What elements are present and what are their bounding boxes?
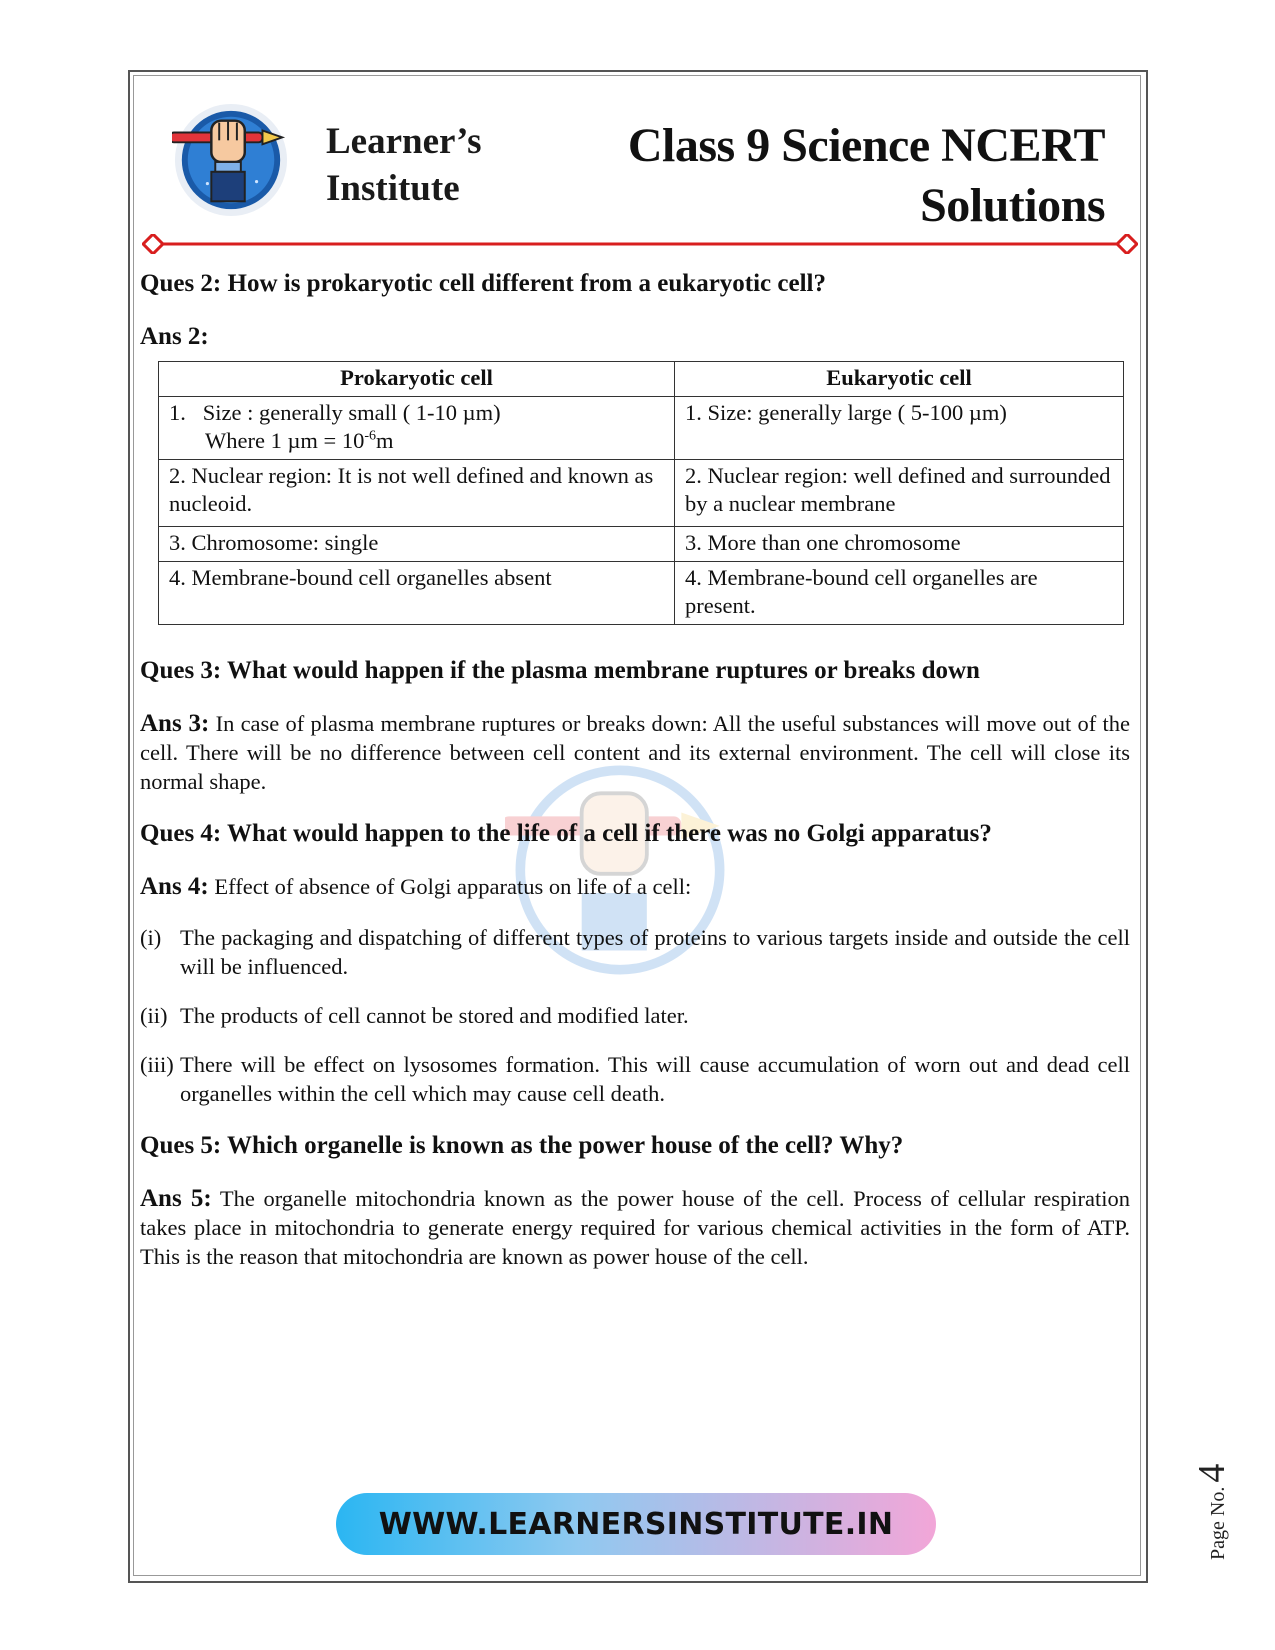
question-4: Ques 4: What would happen to the life of a cell if there was no Golgi apparatus? [140, 820, 992, 847]
answer-5 [140, 1184, 1130, 1271]
question-3: Ques 3: What would happen if the plasma membrane ruptures or breaks down [140, 657, 980, 684]
question-2: Ques 2: How is prokaryotic cell different from a eukaryotic cell? [140, 270, 826, 297]
main-content [140, 268, 1130, 1293]
table-cell: 1. Size: generally large ( 5-100 µm) [675, 397, 1124, 460]
answer-5-label: Ans 5: [140, 1185, 212, 1212]
page-number-value: 4 [1191, 1463, 1233, 1483]
list-item [140, 1050, 1130, 1108]
website-link[interactable] [336, 1493, 936, 1555]
table-cell: 2. Nuclear region: It is not well defined and known as nucleoid. [159, 460, 675, 527]
answer-5-text: The organelle mitochondria known as the power house of the cell. Process of cellular respiration takes place in mitochondria to generate energy required for various chemical activities in the form of ATP. This is the reason that mitochondria are known as power house of the cell. [140, 1186, 1130, 1269]
page-number [1190, 1464, 1234, 1560]
list-item-number: (ii) [140, 1003, 168, 1028]
table-cell: 4. Membrane-bound cell organelles absent [159, 562, 675, 625]
question-5: Ques 5: Which organelle is known as the power house of the cell? Why? [140, 1132, 904, 1159]
answer-2 [140, 322, 1130, 351]
list-item-number: (i) [140, 925, 162, 950]
table-row [159, 562, 1124, 625]
page-number-label: Page No. [1207, 1486, 1229, 1560]
unit-conversion-exponent: -6 [364, 428, 377, 444]
unit-conversion-suffix: m [376, 428, 394, 453]
table-cell: 3. Chromosome: single [159, 527, 675, 562]
answer-3-label: Ans 3: [140, 710, 210, 737]
unit-conversion-prefix: Where 1 µm = 10 [205, 428, 365, 453]
answer-3 [140, 709, 1130, 796]
table-cell: 3. More than one chromosome [675, 527, 1124, 562]
answer-4-label: Ans 4: [140, 873, 209, 900]
website-url: WWW.LEARNERSINSTITUTE.IN [378, 1506, 894, 1542]
list-item-number: (iii) [140, 1052, 174, 1077]
table-header-eukaryotic: Eukaryotic cell [675, 362, 1124, 397]
list-item-text: The packaging and dispatching of different types of proteins to various targets inside and outside the cell will be influenced. [180, 925, 1130, 979]
brand-line-1: Learner’s [326, 121, 482, 162]
list-item-text: There will be effect on lysosomes formation. This will cause accumulation of worn out and dead cell organelles within the cell which may cause cell death. [180, 1052, 1130, 1106]
table-cell: 4. Membrane-bound cell organelles are present. [675, 562, 1124, 625]
answer-2-label: Ans 2: [140, 323, 209, 350]
answer-3-text: In case of plasma membrane ruptures or breaks down: All the useful substances will move out of the cell. There will be no difference between cell content and its external environment. The cell will close its normal shape. [140, 711, 1130, 794]
list-item [140, 1001, 1130, 1030]
table-cell [159, 397, 675, 460]
list-item [140, 923, 1130, 981]
table-header-prokaryotic: Prokaryotic cell [159, 362, 675, 397]
list-item-text: The products of cell cannot be stored and modified later. [180, 1003, 689, 1028]
table-cell: 2. Nuclear region: well defined and surrounded by a nuclear membrane [675, 460, 1124, 527]
unit-conversion [169, 427, 664, 455]
answer-4-text: Effect of absence of Golgi apparatus on life of a cell: [208, 874, 692, 899]
brand-name [326, 118, 481, 212]
header-divider [142, 234, 1138, 254]
answer-4 [140, 872, 1130, 901]
page-title [628, 116, 1105, 236]
cell-text: 1. Size : generally small ( 1-10 µm) [169, 400, 501, 425]
brand-line-2: Institute [326, 168, 460, 209]
learners-institute-logo [172, 101, 290, 219]
comparison-table [158, 361, 1124, 625]
title-line-1: Class 9 Science NCERT [627, 119, 1105, 172]
golgi-effects-list [140, 923, 1130, 1108]
table-row [159, 527, 1124, 562]
table-row [159, 397, 1124, 460]
title-line-2: Solutions [920, 179, 1105, 232]
table-row [159, 460, 1124, 527]
table-header-row [159, 362, 1124, 397]
